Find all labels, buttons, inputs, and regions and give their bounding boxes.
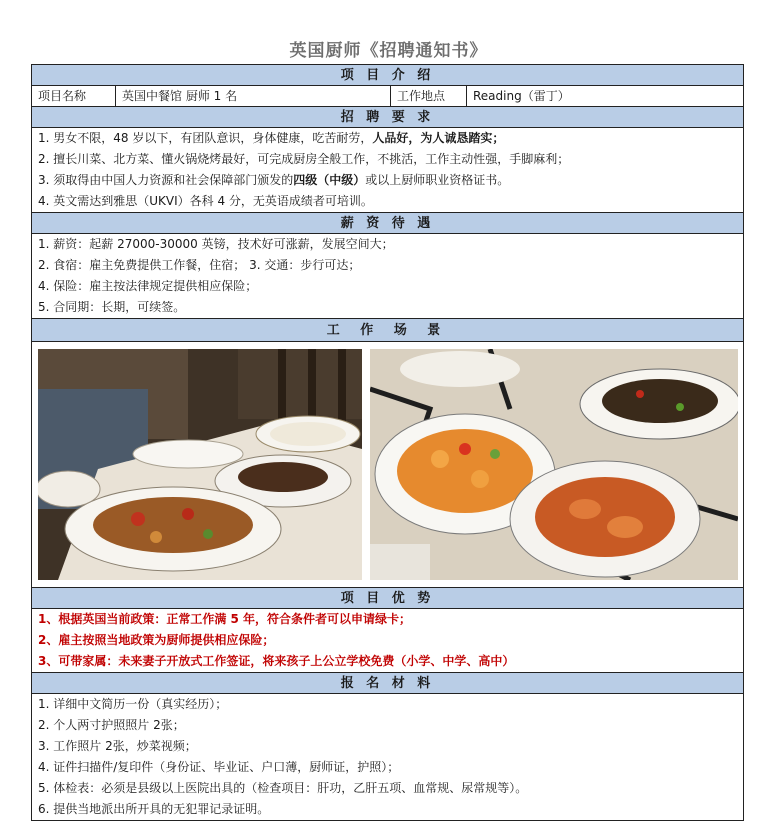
material-item: 2. 个人两寸护照照片 2张； xyxy=(38,718,185,732)
project-info-row xyxy=(32,86,743,107)
salary-item: 4. 保险：雇主按法律规定提供相应保险； xyxy=(38,279,258,293)
section-header-workplace: 工 作 场 景 xyxy=(32,319,743,342)
salary-item: 2. 食宿：雇主免费提供工作餐，住宿； 3. 交通：步行可达； xyxy=(38,258,361,272)
salary-item: 5. 合同期：长期，可续签。 xyxy=(38,300,186,314)
material-item: 3. 工作照片 2张，炒菜视频； xyxy=(38,739,197,753)
advantage-item: 2、雇主按照当地政策为厨师提供相应保险； xyxy=(38,633,275,647)
advantage-item: 1、根据英国当前政策：正常工作满 5 年，符合条件者可以申请绿卡； xyxy=(38,612,412,626)
section-header-materials: 报 名 材 料 xyxy=(32,673,743,694)
section-header-salary: 薪 资 待 遇 xyxy=(32,213,743,234)
restaurant-table-photo xyxy=(38,349,362,580)
project-name-label: 项目名称 xyxy=(32,86,116,106)
project-name-value: 英国中餐馆 厨师 1 名 xyxy=(116,86,391,106)
salary-list xyxy=(32,234,743,319)
dishes-photo xyxy=(370,349,738,580)
material-item: 6. 提供当地派出所开具的无犯罪记录证明。 xyxy=(38,802,270,816)
advantage-item: 3、可带家属：未来妻子开放式工作签证，将来孩子上公立学校免费（小学、中学、高中） xyxy=(38,654,515,668)
requirement-item: 1. 男女不限，48 岁以下，有团队意识，身体健康，吃苦耐劳，人品好，为人诚恳踏实； xyxy=(38,131,505,145)
requirements-list xyxy=(32,128,743,213)
materials-list xyxy=(32,694,743,821)
requirement-item: 3. 须取得由中国人力资源和社会保障部门颁发的四级（中级）或以上厨师职业资格证书。 xyxy=(38,173,510,187)
location-value: Reading（雷丁） xyxy=(473,89,570,103)
material-item: 5. 体检表：必须是县级以上医院出具的（检查项目：肝功，乙肝五项、血常规、尿常规等）。 xyxy=(38,781,528,795)
page-title: 英国厨师《招聘通知书》 xyxy=(289,41,488,61)
location-label: 工作地点 xyxy=(391,86,467,106)
section-header-project-intro: 项 目 介 绍 xyxy=(32,65,743,86)
section-header-advantages: 项 目 优 势 xyxy=(32,588,743,609)
recruitment-notice-table xyxy=(31,64,744,821)
workplace-photos xyxy=(32,342,743,588)
advantages-list xyxy=(32,609,743,673)
requirement-item: 4. 英文需达到雅思（UKVI）各科 4 分，无英语成绩者可培训。 xyxy=(38,194,373,208)
requirement-item: 2. 擅长川菜、北方菜、懂火锅烧烤最好，可完成厨房全般工作，不挑活，工作主动性强，手脚麻利； xyxy=(38,152,570,166)
material-item: 1. 详细中文简历一份（真实经历）； xyxy=(38,697,228,711)
material-item: 4. 证件扫描件/复印件（身份证、毕业证、户口薄，厨师证，护照）； xyxy=(38,760,400,774)
section-header-requirements: 招 聘 要 求 xyxy=(32,107,743,128)
salary-item: 1. 薪资：起薪 27000-30000 英镑，技术好可涨薪，发展空间大； xyxy=(38,237,394,251)
